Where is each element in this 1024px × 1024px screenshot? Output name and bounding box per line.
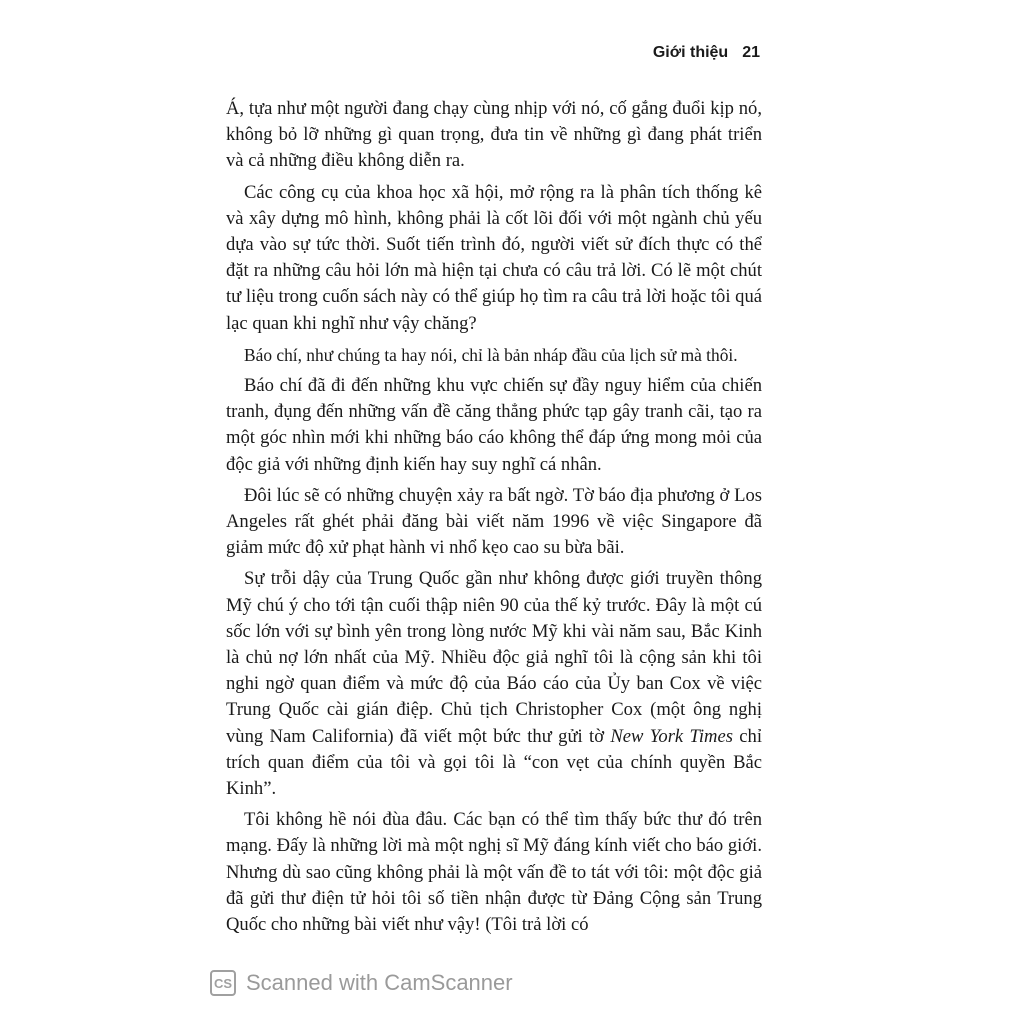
paragraph-text: Báo chí đã đi đến những khu vực chiến sự đầy nguy hiểm của chiến tranh, đụng đến những vấn đề căng thẳng phức tạp gây tranh cãi, tạo ra một góc nhìn mới khi những báo cáo không thể đáp ứng mong mỏi của độc giả với những định kiến hay suy nghĩ cá nhân.	[226, 375, 762, 475]
camscanner-logo-icon: CS	[210, 970, 236, 996]
chapter-title: Giới thiệu	[652, 44, 729, 61]
paragraph	[226, 566, 762, 802]
scanner-watermark	[210, 970, 513, 996]
paragraph	[226, 373, 762, 478]
paragraph-text: Sự trỗi dậy của Trung Quốc gần như không được giới truyền thông Mỹ chú ý cho tới tận cuối thập niên 90 của thế kỷ trước. Đây là một cú sốc lớn với sự bình yên trong lòng nước Mỹ khi vài năm sau, Bắc Kinh là chủ nợ lớn nhất của Mỹ. Nhiều độc giả nghĩ tôi là cộng sản khi tôi nghi ngờ quan điểm và mức độ của Báo cáo của Ủy ban Cox về việc Trung Quốc cài gián điệp. Chủ tịch Christopher Cox (một ông nghị vùng Nam California) đã viết một bức thư gửi tờ	[226, 568, 762, 747]
watermark-text: Scanned with CamScanner	[246, 970, 513, 995]
newspaper-title: New York Times	[610, 725, 733, 747]
paragraph-text: Á, tựa như một người đang chạy cùng nhịp với nó, cố gắng đuổi kịp nó, không bỏ lỡ những gì quan trọng, đưa tin về những gì đang phát triển và cả những điều không diễn ra.	[226, 98, 762, 172]
paragraph	[226, 807, 762, 938]
paragraph-text: Đôi lúc sẽ có những chuyện xảy ra bất ngờ. Tờ báo địa phương ở Los Angeles rất ghét phải đăng bài viết năm 1996 về việc Singapore đã giảm mức độ xử phạt hành vi nhổ kẹo cao su bừa bãi.	[226, 484, 762, 559]
paragraph	[226, 96, 762, 175]
paragraph	[226, 180, 762, 337]
running-head	[653, 44, 760, 62]
paragraph	[226, 483, 762, 562]
paragraph-text: Các công cụ của khoa học xã hội, mở rộng ra là phân tích thống kê và xây dựng mô hình, không phải là cốt lõi đối với một ngành chủ yếu dựa vào sự tức thời. Suốt tiến trình đó, người viết sử đích thực có thể đặt ra những câu hỏi lớn mà hiện tại chưa có câu trả lời. Có lẽ một chút tư liệu trong cuốn sách này có thể giúp họ tìm ra câu trả lời hoặc tôi quá lạc quan khi nghĩ như vậy chăng?	[226, 181, 762, 334]
paragraph	[226, 342, 762, 368]
body-text	[226, 96, 762, 943]
paragraph-text: chỉ trích quan điểm của tôi và gọi tôi là “con vẹt của chính quyền Bắc Kinh”.	[226, 725, 762, 800]
page-number: 21	[742, 44, 760, 61]
paragraph-text: Tôi không hề nói đùa đâu. Các bạn có thể tìm thấy bức thư đó trên mạng. Đấy là những lời mà một nghị sĩ Mỹ đáng kính viết cho báo giới. Nhưng dù sao cũng không phải là một vấn đề to tát với tôi: một độc giả đã gửi thư điện tử hỏi tôi số tiền nhận được từ Đảng Cộng sản Trung Quốc cho những bài viết như vậy! (Tôi trả lời có	[226, 809, 762, 936]
paragraph-text: Báo chí, như chúng ta hay nói, chỉ là bản nháp đầu của lịch sử mà thôi.	[244, 344, 738, 365]
